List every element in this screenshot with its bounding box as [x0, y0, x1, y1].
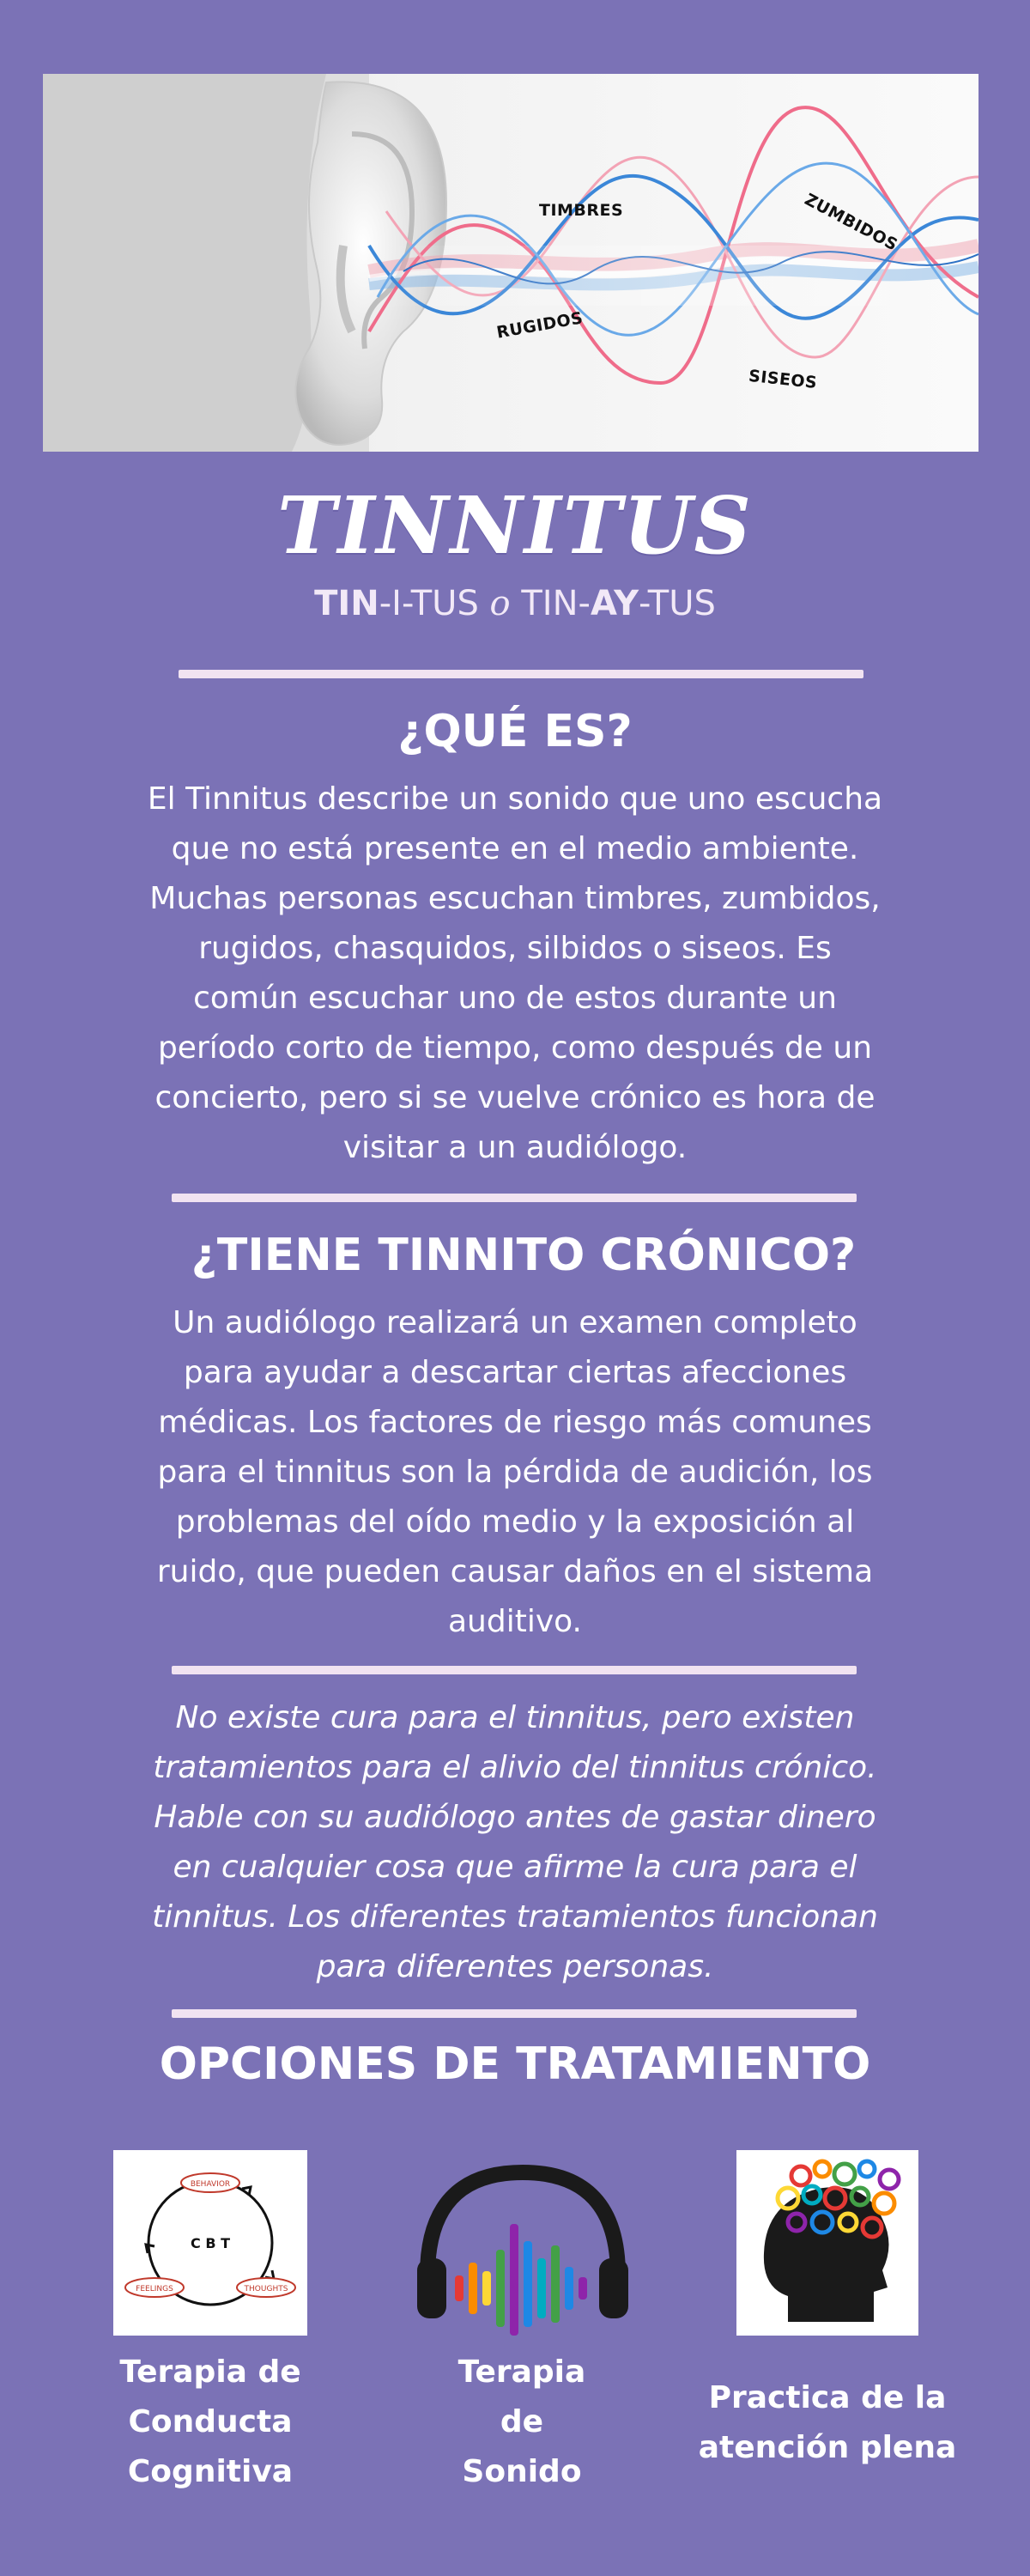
cbt-node-behavior: BEHAVIOR [190, 2180, 231, 2189]
pron-part2-a: TIN- [521, 584, 591, 623]
headphones-equalizer-icon [410, 2155, 635, 2336]
wave-label-timbres: TIMBRES [539, 201, 624, 220]
option-label-mindfulness [694, 2373, 961, 2473]
no-cure-note: No existe cura para el tinnitus, pero existen tratamientos para el alivio del tinnitus crónico. Hable con su audiólogo antes de gastar dinero en cualquier cosa que afirme la cura para el tinnitus. Los diferentes tratamientos funcionan para diferentes personas. [152, 1700, 878, 1984]
chronic-heading: ¿TIENE TINNITO CRÓNICO? [191, 1230, 857, 1281]
divider [172, 1194, 857, 1202]
pron-part2-bold: AY [590, 584, 639, 623]
cbt-node-feelings: FEELINGS [136, 2285, 173, 2293]
divider [172, 1666, 857, 1674]
divider [172, 2009, 857, 2018]
option-label-line: Conducta [128, 2404, 293, 2439]
option-label-line: de [500, 2404, 544, 2439]
option-label-line: Cognitiva [127, 2454, 294, 2489]
option-label-line: Terapia [457, 2354, 586, 2390]
wave-label-siseos: SISEOS [748, 366, 819, 393]
option-label-line: Terapia de [119, 2354, 301, 2390]
page-title: TINNITUS [277, 479, 753, 572]
hero-image [43, 74, 978, 452]
options-heading: OPCIONES DE TRATAMIENTO [159, 2038, 871, 2090]
divider [179, 670, 863, 678]
option-label-sound [393, 2348, 651, 2497]
chronic-body: Un audiólogo realizará un examen completo para ayudar a descartar ciertas afecciones médicas. Los factores de riesgo más comunes para el tinnitus son la pérdida de audición, los problemas del oído medio y la exposición al ruido, que pueden causar daños en el sistema auditivo. [156, 1305, 874, 1639]
pronunciation [0, 584, 1030, 623]
option-label-cbt [82, 2348, 339, 2497]
wave-label-rugidos: RUGIDOS [494, 308, 585, 343]
cbt-center-label: C B T [191, 2235, 230, 2251]
mind-gears-icon [736, 2150, 918, 2336]
ear-sound-waves-icon [43, 74, 978, 452]
wave-label-zumbidos: ZUMBIDOS [801, 190, 901, 255]
pron-part1-rest: -I-TUS [379, 584, 479, 623]
pron-connector: o [489, 584, 511, 623]
what-is-heading: ¿QUÉ ES? [397, 706, 633, 757]
cbt-cycle-icon [113, 2150, 307, 2336]
what-is-body: El Tinnitus describe un sonido que uno escucha que no está presente en el medio ambiente. Muchas personas escuchan timbres, zumbidos, rugidos, chasquidos, silbidos o siseos. Es común escuchar uno de estos durante un período corto de tiempo, como después de un concierto, pero si se vuelve crónico es hora de visitar a un audiólogo. [147, 781, 883, 1165]
option-label-line: atención plena [698, 2430, 957, 2465]
option-label-line: Practica de la [708, 2380, 947, 2415]
pron-part2-b: -TUS [639, 584, 716, 623]
pron-part1-bold: TIN [314, 584, 379, 623]
cbt-node-thoughts: THOUGHTS [244, 2285, 288, 2293]
option-label-line: Sonido [462, 2454, 582, 2489]
